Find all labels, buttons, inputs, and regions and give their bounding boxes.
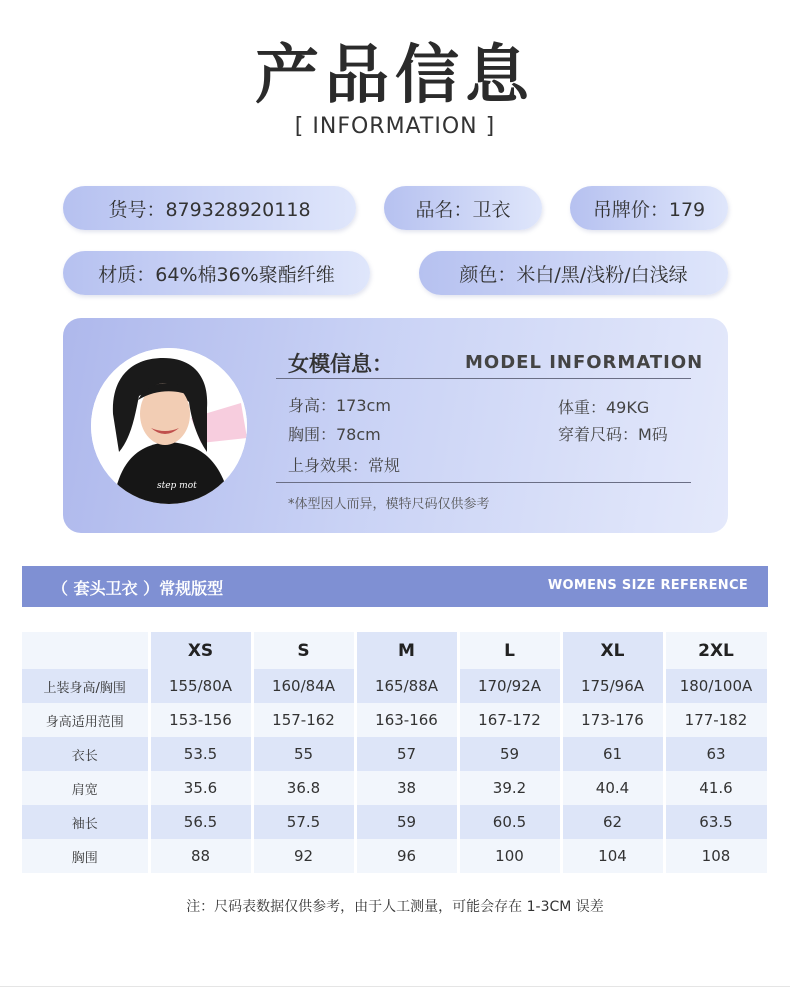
- row-label: 肩宽: [22, 771, 149, 805]
- table-cell: 57: [355, 737, 458, 771]
- model-info-card: [63, 318, 728, 533]
- table-cell: 62: [561, 805, 664, 839]
- size-chart-banner: [22, 566, 768, 607]
- header-cell-xl: XL: [561, 632, 664, 669]
- model-divider-bottom: [276, 482, 691, 483]
- model-photo-illustration: [91, 348, 247, 504]
- table-row: [22, 737, 768, 771]
- header-cell-m: M: [355, 632, 458, 669]
- table-cell: 157-162: [252, 703, 355, 737]
- sku-pill: [63, 186, 356, 230]
- table-cell: 59: [355, 805, 458, 839]
- table-cell: 53.5: [149, 737, 252, 771]
- table-cell: 61: [561, 737, 664, 771]
- table-cell: 167-172: [458, 703, 561, 737]
- row-label: 衣长: [22, 737, 149, 771]
- table-cell: 63.5: [664, 805, 768, 839]
- page-subtitle: [ INFORMATION ]: [294, 114, 496, 139]
- material-pill: [63, 251, 370, 295]
- header-cell-2xl: 2XL: [664, 632, 768, 669]
- table-cell: 41.6: [664, 771, 768, 805]
- table-cell: 170/92A: [458, 669, 561, 703]
- model-heading: 女模信息：: [288, 352, 393, 376]
- model-note: *体型因人而异，模特尺码仅供参考: [288, 497, 490, 512]
- table-cell: 96: [355, 839, 458, 873]
- header-cell-l: L: [458, 632, 561, 669]
- table-row: [22, 669, 768, 703]
- row-label: 胸围: [22, 839, 149, 873]
- color-text: 颜色：米白/黑/浅粉/白浅绿: [459, 263, 688, 286]
- page-title: 产品信息: [255, 39, 535, 113]
- table-row: [22, 703, 768, 737]
- table-cell: 155/80A: [149, 669, 252, 703]
- table-cell: 175/96A: [561, 669, 664, 703]
- row-label: 上装身高/胸围: [22, 669, 149, 703]
- table-cell: 36.8: [252, 771, 355, 805]
- table-cell: 153-156: [149, 703, 252, 737]
- model-divider-top: [276, 378, 691, 379]
- table-cell: 108: [664, 839, 768, 873]
- header-cell-s: S: [252, 632, 355, 669]
- table-cell: 59: [458, 737, 561, 771]
- table-cell: 160/84A: [252, 669, 355, 703]
- size-chart-title-en: WOMENS SIZE REFERENCE: [547, 578, 748, 593]
- table-cell: 55: [252, 737, 355, 771]
- price-pill: [570, 186, 728, 230]
- price-text: 吊牌价：179: [592, 198, 706, 221]
- material-text: 材质：64%棉36%聚酯纤维: [98, 263, 335, 286]
- row-label: 袖长: [22, 805, 149, 839]
- model-size: 穿着尺码：M码: [558, 425, 668, 444]
- table-cell: 180/100A: [664, 669, 768, 703]
- table-cell: 35.6: [149, 771, 252, 805]
- table-cell: 88: [149, 839, 252, 873]
- model-weight: 体重：49KG: [558, 398, 650, 417]
- table-cell: 38: [355, 771, 458, 805]
- size-table-header-row: [22, 632, 768, 669]
- size-table: [22, 632, 770, 873]
- row-label: 身高适用范围: [22, 703, 149, 737]
- table-cell: 60.5: [458, 805, 561, 839]
- table-cell: 57.5: [252, 805, 355, 839]
- size-table-note: 注：尺码表数据仅供参考，由于人工测量，可能会存在 1-3CM 误差: [186, 899, 604, 915]
- table-cell: 56.5: [149, 805, 252, 839]
- model-fit-effect: 上身效果：常规: [288, 456, 401, 475]
- header-cell-blank: [22, 632, 149, 669]
- table-cell: 173-176: [561, 703, 664, 737]
- product-name-text: 品名：卫衣: [415, 198, 511, 221]
- table-cell: 104: [561, 839, 664, 873]
- header-cell-xs: XS: [149, 632, 252, 669]
- table-cell: 40.4: [561, 771, 664, 805]
- table-cell: 163-166: [355, 703, 458, 737]
- model-height: 身高：173cm: [288, 396, 391, 415]
- table-cell: 63: [664, 737, 768, 771]
- table-row: [22, 839, 768, 873]
- table-cell: 100: [458, 839, 561, 873]
- bottom-divider: [0, 986, 790, 987]
- size-chart-style-label: （ 套头卫衣 ）常规版型: [52, 579, 224, 598]
- sku-text: 货号：879328920118: [108, 198, 311, 221]
- table-cell: 39.2: [458, 771, 561, 805]
- model-avatar: [91, 348, 247, 504]
- table-row: [22, 771, 768, 805]
- shirt-print-text: step mot: [157, 481, 197, 491]
- table-cell: 177-182: [664, 703, 768, 737]
- model-heading-en: MODEL INFORMATION: [465, 352, 704, 373]
- color-pill: [419, 251, 728, 295]
- table-row: [22, 805, 768, 839]
- table-cell: 92: [252, 839, 355, 873]
- table-cell: 165/88A: [355, 669, 458, 703]
- product-name-pill: [384, 186, 542, 230]
- model-bust: 胸围：78cm: [288, 425, 381, 444]
